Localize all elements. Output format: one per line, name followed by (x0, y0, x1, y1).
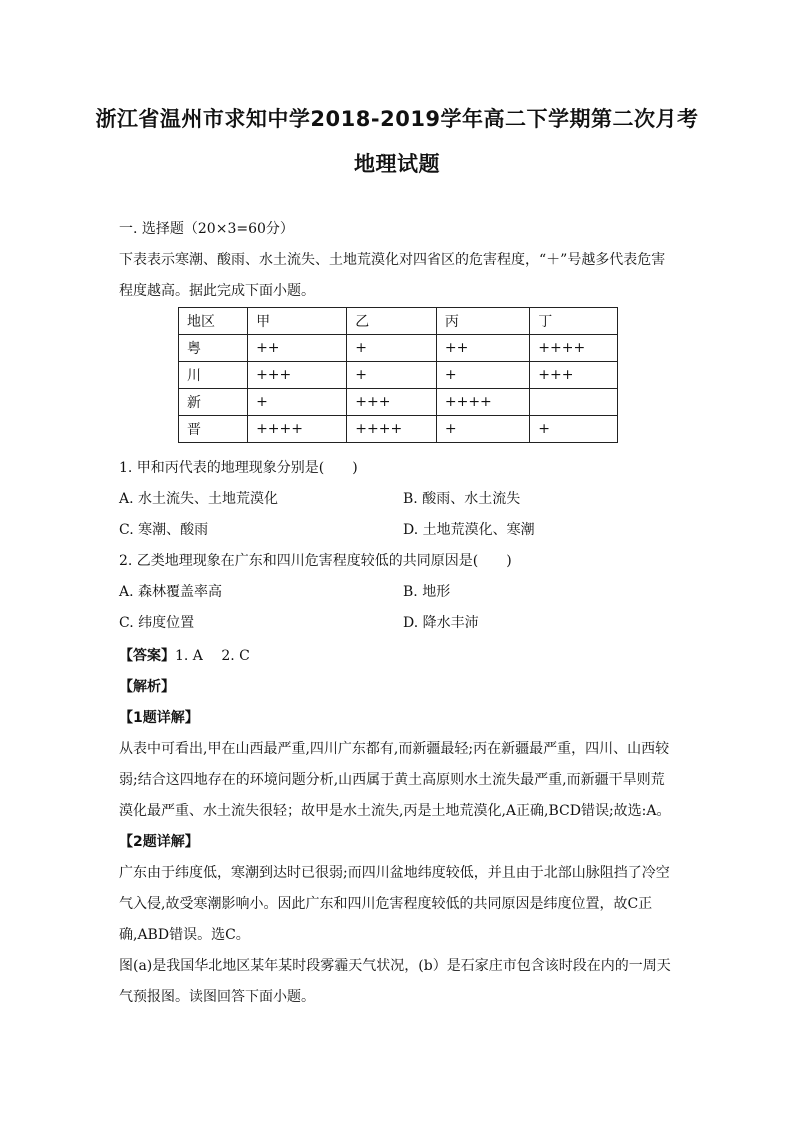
detail-2-line: 气入侵,故受寒潮影响小。因此广东和四川危害程度较低的共同原因是纬度位置，故C正 (119, 896, 653, 912)
table-cell: + (248, 389, 347, 416)
table-cell: + (347, 362, 437, 389)
table-cell (530, 389, 618, 416)
question-1-option-a: A. 水土流失、土地荒漠化 (119, 491, 279, 507)
table-row (179, 416, 618, 443)
next-question-intro-line: 气预报图。读图回答下面小题。 (119, 989, 315, 1005)
question-2-option-c: C. 纬度位置 (119, 615, 195, 631)
table-header-cell: 丁 (530, 308, 618, 335)
table-cell: +++ (530, 362, 618, 389)
table-cell: ++++ (530, 335, 618, 362)
answer-line (119, 645, 250, 665)
detail-1-line: 漠化最严重、水土流失很轻；故甲是水土流失,丙是土地荒漠化,A正确,BCD错误;故选:A。 (119, 803, 671, 819)
table-cell: ++++ (436, 389, 529, 416)
table-cell: 川 (179, 362, 248, 389)
question-1-option-b: B. 酸雨、水土流失 (403, 491, 521, 507)
table-cell: + (436, 362, 529, 389)
question-1-stem: 1. 甲和丙代表的地理现象分别是( ) (119, 460, 358, 476)
next-question-intro-line: 图(a)是我国华北地区某年某时段雾霾天气状况，(b）是石家庄市包含该时段在内的一周天 (119, 958, 671, 974)
question-2-stem: 2. 乙类地理现象在广东和四川危害程度较低的共同原因是( ) (119, 553, 512, 569)
table-cell: 晋 (179, 416, 248, 443)
detail-1-label: 【1题详解】 (119, 710, 199, 726)
document-title: 浙江省温州市求知中学2018-2019学年高二下学期第二次月考 (95, 107, 699, 131)
table-header-row (179, 308, 618, 335)
table-cell: +++ (248, 362, 347, 389)
answer-label: 【答案】 (119, 648, 175, 664)
hazard-table (178, 307, 618, 443)
detail-2-line: 广东由于纬度低，寒潮到达时已很弱;而四川盆地纬度较低，并且由于北部山脉阻挡了冷空 (119, 865, 670, 881)
detail-2-label: 【2题详解】 (119, 834, 199, 850)
table-cell: ++ (436, 335, 529, 362)
table-cell: ++++ (347, 416, 437, 443)
question-1-option-c: C. 寒潮、酸雨 (119, 522, 209, 538)
table-cell: ++ (248, 335, 347, 362)
document-subtitle: 地理试题 (354, 152, 440, 176)
intro-line-2: 程度越高。据此完成下面小题。 (119, 283, 315, 299)
table-row (179, 335, 618, 362)
detail-1-line: 从表中可看出,甲在山西最严重,四川广东都有,而新疆最轻;丙在新疆最严重，四川、山西较 (119, 741, 670, 757)
table-cell: +++ (347, 389, 437, 416)
table-row (179, 389, 618, 416)
table-header-cell: 甲 (248, 308, 347, 335)
question-2-option-b: B. 地形 (403, 584, 451, 600)
table-cell: + (436, 416, 529, 443)
analysis-label: 【解析】 (119, 679, 175, 695)
answer-text: 1. A 2. C (175, 648, 250, 664)
question-1-option-d: D. 土地荒漠化、寒潮 (403, 522, 535, 538)
table-cell: 新 (179, 389, 248, 416)
detail-2-line: 确,ABD错误。选C。 (119, 927, 250, 943)
table-cell: + (530, 416, 618, 443)
table-cell: ++++ (248, 416, 347, 443)
question-2-option-d: D. 降水丰沛 (403, 615, 479, 631)
table-cell: 粤 (179, 335, 248, 362)
table-cell: + (347, 335, 437, 362)
table-row (179, 362, 618, 389)
table-header-cell: 丙 (436, 308, 529, 335)
intro-line-1: 下表表示寒潮、酸雨、水土流失、土地荒漠化对四省区的危害程度，“＋”号越多代表危害 (119, 252, 666, 268)
table-header-cell: 地区 (179, 308, 248, 335)
question-2-option-a: A. 森林覆盖率高 (119, 584, 223, 600)
section-header: 一. 选择题（20×3=60分） (119, 221, 294, 237)
detail-1-line: 弱;结合这四地存在的环境问题分析,山西属于黄土高原则水土流失最严重,而新疆干旱则荒 (119, 772, 665, 788)
table-header-cell: 乙 (347, 308, 437, 335)
